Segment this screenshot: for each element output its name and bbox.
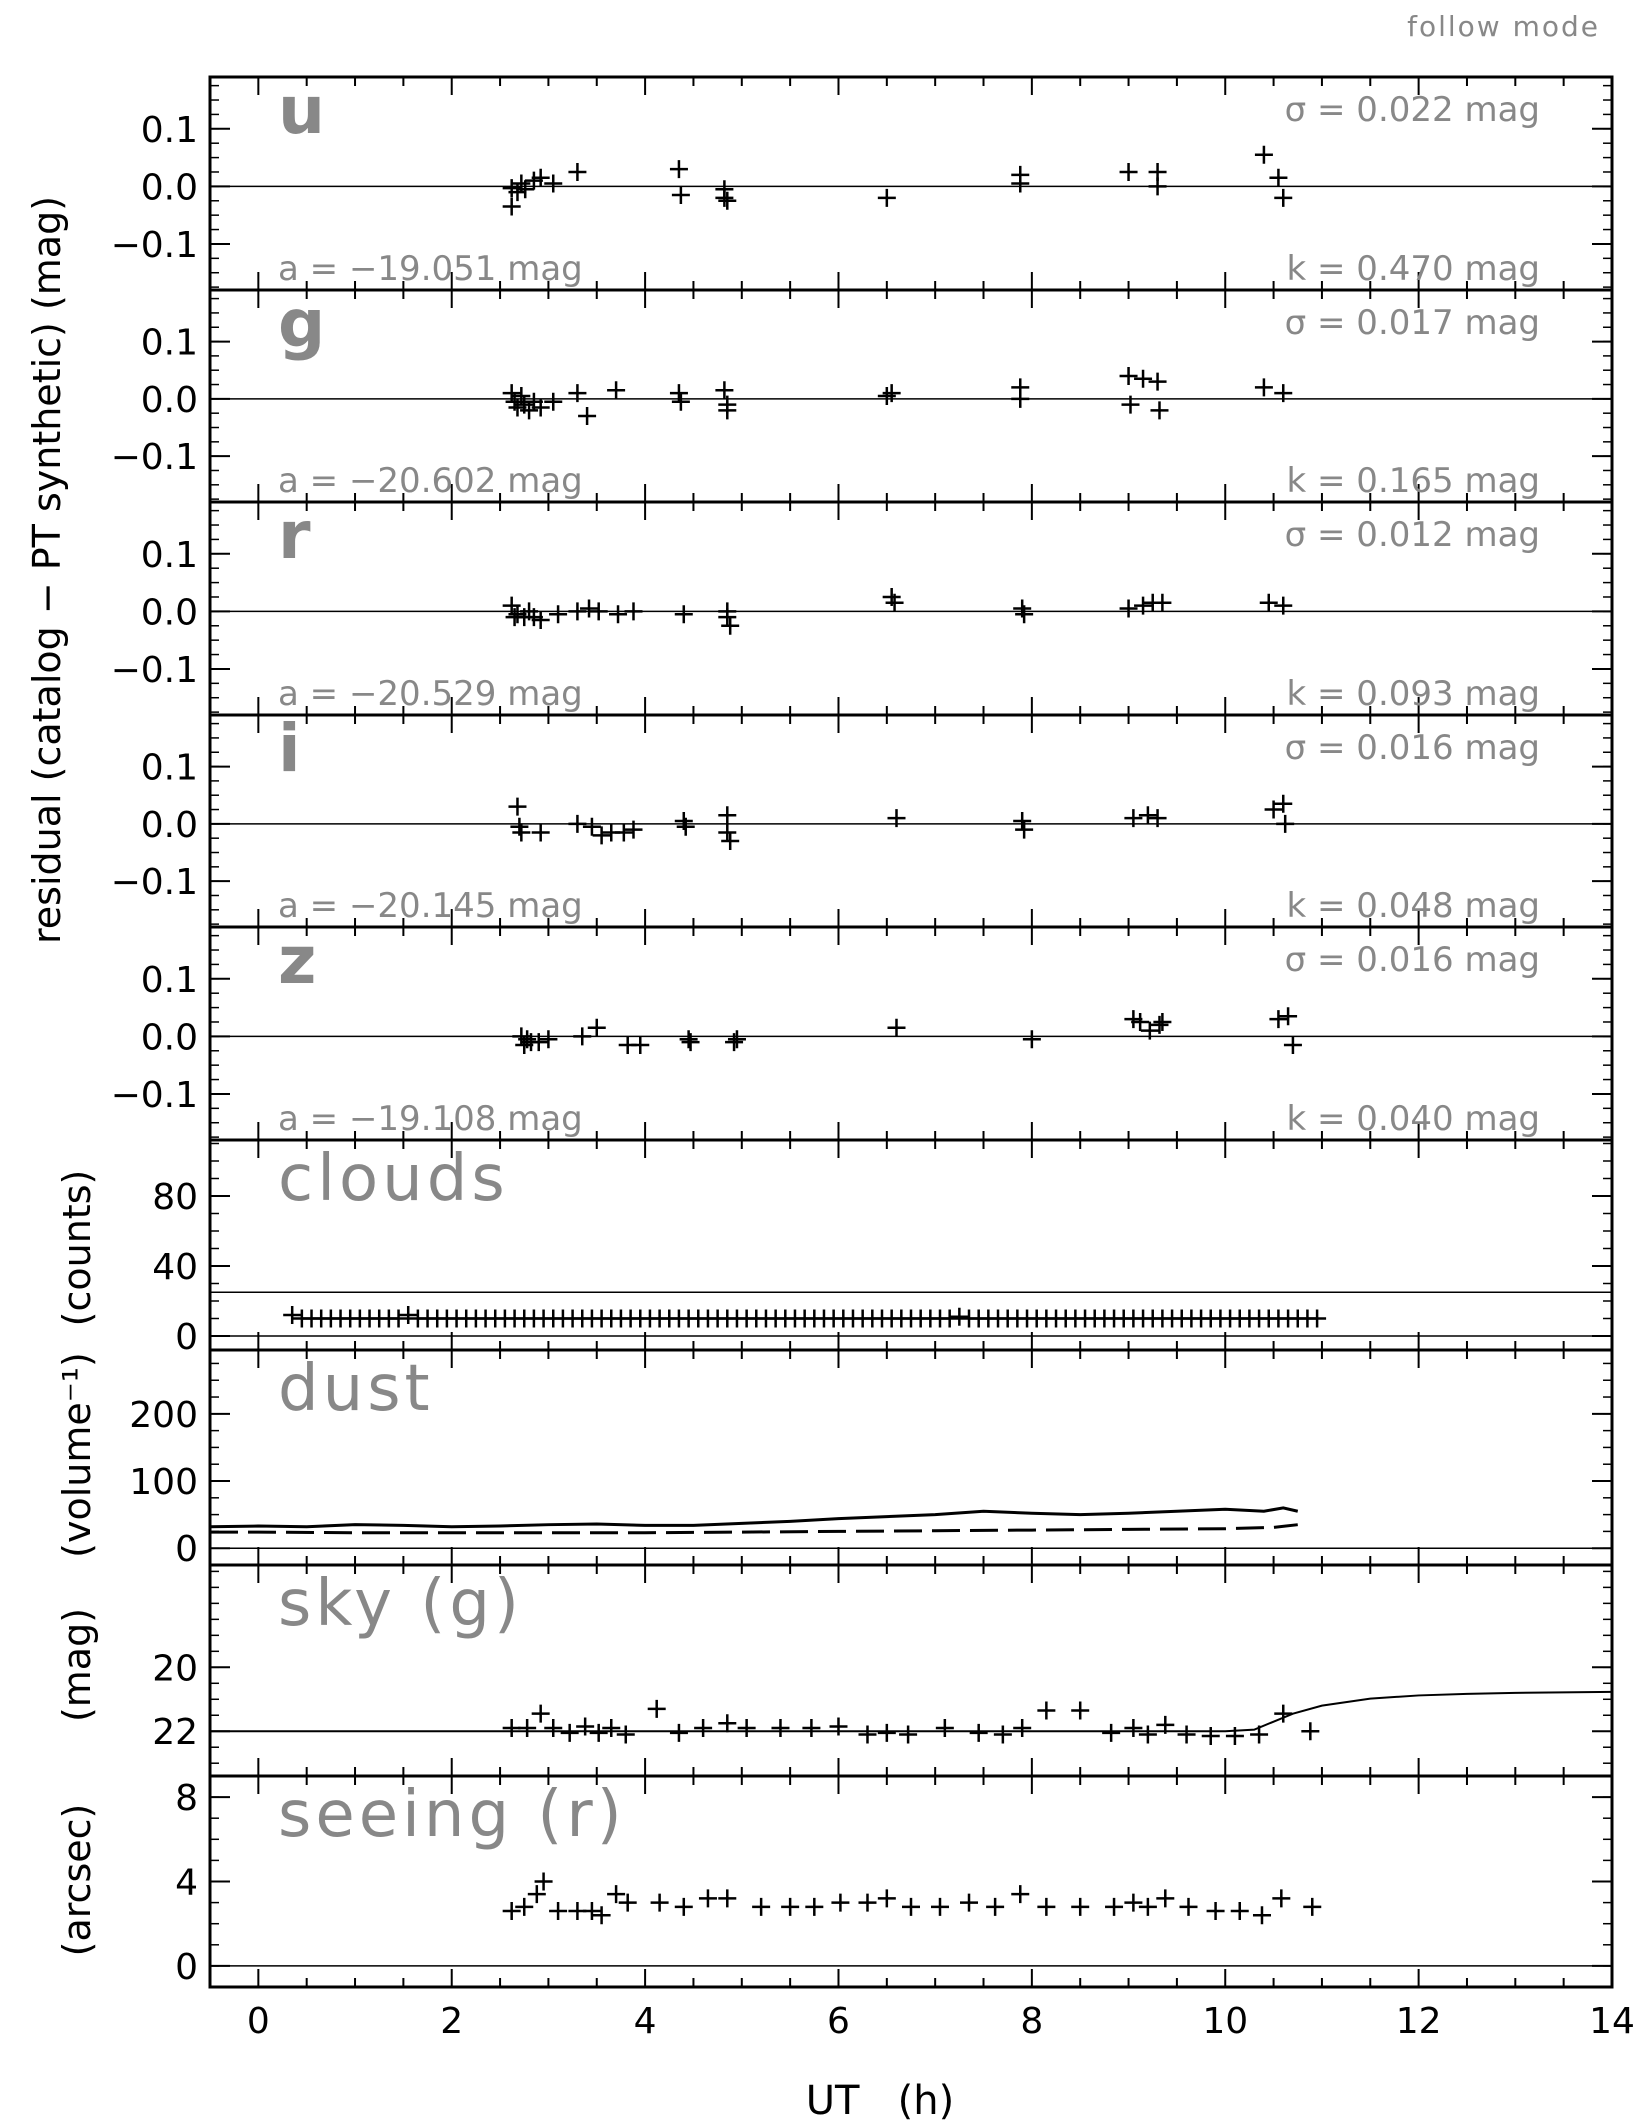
y-tick-label: 0.0 [140, 804, 198, 846]
data-point [573, 1027, 591, 1045]
data-point [899, 1725, 917, 1743]
panel-dust [129, 1350, 1612, 1570]
data-point [1134, 370, 1152, 388]
y-tick-label: −0.1 [110, 224, 198, 266]
data-point [887, 1019, 905, 1037]
data-point [1269, 169, 1287, 187]
data-point [544, 1719, 562, 1737]
y-tick-label: 0 [175, 1946, 198, 1988]
y-tick-label: 0 [175, 1529, 198, 1571]
data-point [1255, 146, 1273, 164]
data-point [718, 192, 736, 210]
y-tick-label: 80 [152, 1177, 198, 1218]
y-tick-label: 40 [152, 1247, 198, 1288]
data-point [771, 1719, 789, 1737]
data-point [1071, 1898, 1089, 1916]
data-point [715, 189, 733, 207]
data-point [805, 1898, 823, 1916]
data-point [532, 1705, 550, 1723]
y-tick-label: 100 [129, 1462, 198, 1504]
seeing-y-axis-label: (arcsec) [55, 1803, 99, 1957]
data-point [781, 1898, 799, 1916]
data-point [625, 602, 643, 620]
panel-i [111, 710, 1612, 927]
data-point [607, 381, 625, 399]
data-point [1139, 806, 1157, 824]
data-point [532, 823, 550, 841]
data-point [578, 407, 596, 425]
data-point [1308, 1310, 1326, 1328]
y-tick-label: 0 [175, 1317, 198, 1358]
data-point [1124, 1894, 1142, 1912]
data-point [1260, 594, 1278, 612]
data-point [583, 1902, 601, 1920]
data-point [878, 189, 896, 207]
data-point [718, 1714, 736, 1732]
panels-layer [111, 72, 1635, 2042]
data-point [1013, 812, 1031, 830]
x-tick-label: 4 [633, 2001, 657, 2042]
sigma-label: σ = 0.017 mag [1284, 303, 1540, 343]
data-point [607, 1885, 625, 1903]
data-point [580, 600, 598, 618]
data-point [508, 798, 526, 816]
x-tick-label: 12 [1395, 2001, 1442, 2042]
panel-seeing [175, 1776, 1612, 1988]
data-point [590, 602, 608, 620]
data-point [994, 1725, 1012, 1743]
data-point [718, 823, 736, 841]
data-point [1102, 1724, 1120, 1742]
panel-clouds [152, 1140, 1612, 1358]
data-point [1149, 177, 1167, 195]
data-point [583, 818, 601, 836]
y-tick-label: 20 [152, 1648, 198, 1690]
data-point [1149, 373, 1167, 391]
data-point [970, 1724, 988, 1742]
data-point [986, 1898, 1004, 1916]
data-point [1150, 401, 1168, 419]
data-point [561, 1724, 579, 1742]
data-point [802, 1719, 820, 1737]
y-tick-label: 0.1 [140, 747, 198, 789]
data-point [715, 381, 733, 399]
y-tick-label: 0.1 [140, 322, 198, 364]
y-tick-label: 0.0 [140, 167, 198, 209]
data-point [1274, 189, 1292, 207]
y-tick-label: 0.1 [140, 534, 198, 576]
data-point [503, 1719, 521, 1737]
sky-model-line [210, 1692, 1612, 1731]
data-point [1279, 1007, 1297, 1025]
data-point [941, 1310, 959, 1328]
y-tick-label: −0.1 [110, 437, 198, 479]
data-point [1284, 1036, 1302, 1054]
data-point [829, 1717, 847, 1735]
data-point [670, 160, 688, 178]
data-point [1011, 175, 1029, 193]
x-tick-label: 0 [246, 2001, 270, 2042]
data-point [1178, 1725, 1196, 1743]
data-point [718, 806, 736, 824]
data-point [609, 605, 627, 623]
data-point [878, 387, 896, 405]
data-point [1013, 1719, 1031, 1737]
data-point [1071, 1701, 1089, 1719]
data-point [1120, 163, 1138, 181]
data-point [1207, 1902, 1225, 1920]
data-point [1037, 1898, 1055, 1916]
y-tick-label: 200 [129, 1394, 198, 1436]
data-point [831, 1894, 849, 1912]
data-point [549, 1902, 567, 1920]
data-point [1231, 1902, 1249, 1920]
panel-band-label: z [278, 922, 317, 999]
residual-y-axis-label: residual (catalog − PT synthetic) (mag) [25, 195, 69, 945]
data-point [675, 605, 693, 623]
panel-band-label: dust [278, 1352, 434, 1426]
extinction-label: k = 0.048 mag [1286, 886, 1540, 926]
data-point [568, 815, 586, 833]
data-point [648, 1700, 666, 1718]
dust-y-axis-label: (volume⁻¹) [55, 1352, 99, 1558]
data-point [1179, 1898, 1197, 1916]
data-point [1250, 1725, 1268, 1743]
data-point [1011, 390, 1029, 408]
panel-u [111, 72, 1612, 290]
mode-label: follow mode [1407, 10, 1600, 43]
data-point [1011, 1885, 1029, 1903]
data-point [549, 605, 567, 623]
data-point [1023, 1030, 1041, 1048]
data-point [752, 1898, 770, 1916]
sigma-label: σ = 0.016 mag [1284, 728, 1540, 768]
y-tick-label: 8 [175, 1778, 198, 1820]
data-point [283, 1306, 301, 1324]
dust-solid-line [210, 1508, 1298, 1527]
sigma-label: σ = 0.016 mag [1284, 940, 1540, 980]
data-point [936, 1719, 954, 1737]
y-tick-label: 0.0 [140, 1017, 198, 1059]
data-point [931, 1898, 949, 1916]
data-point [728, 1030, 746, 1048]
data-point [593, 826, 611, 844]
data-point [950, 1308, 968, 1326]
panel-r [111, 497, 1612, 715]
y-tick-label: 4 [175, 1862, 198, 1904]
data-point [619, 1894, 637, 1912]
y-tick-label: −0.1 [110, 1074, 198, 1116]
x-axis-label: UT (h) [805, 2078, 955, 2124]
data-point [503, 1902, 521, 1920]
data-point [568, 163, 586, 181]
data-point [694, 1719, 712, 1737]
zero-point-label: a = −19.108 mag [278, 1099, 583, 1139]
data-point [1202, 1727, 1220, 1745]
data-point [515, 1898, 533, 1916]
panel-band-label: seeing (r) [278, 1778, 626, 1852]
x-tick-label: 2 [440, 2001, 464, 2042]
panel-band-label: g [278, 285, 326, 362]
data-point [631, 1036, 649, 1054]
sigma-label: σ = 0.022 mag [1284, 90, 1540, 130]
x-tick-label: 6 [827, 2001, 850, 2042]
data-point [1139, 1898, 1157, 1916]
y-tick-label: 0.0 [140, 592, 198, 634]
data-point [718, 1889, 736, 1907]
panel-z [111, 922, 1612, 1140]
data-point [738, 1719, 756, 1737]
data-point [721, 832, 739, 850]
y-tick-label: 0.0 [140, 379, 198, 421]
data-point [568, 602, 586, 620]
data-point [1269, 1010, 1287, 1028]
clouds-y-axis-label: (counts) [55, 1169, 99, 1327]
data-point [960, 1894, 978, 1912]
x-tick-label: 10 [1202, 2001, 1249, 2042]
data-point [721, 617, 739, 635]
extinction-label: k = 0.040 mag [1286, 1099, 1540, 1139]
data-point [399, 1306, 417, 1324]
zero-point-label: a = −20.145 mag [278, 886, 583, 926]
y-tick-label: −0.1 [110, 862, 198, 904]
data-point [878, 1724, 896, 1742]
data-point [1255, 378, 1273, 396]
extinction-label: k = 0.165 mag [1286, 461, 1540, 501]
data-point [672, 186, 690, 204]
data-point [518, 1719, 536, 1737]
y-tick-label: 0.1 [140, 959, 198, 1001]
data-point [1120, 367, 1138, 385]
data-point [670, 1724, 688, 1742]
extinction-label: k = 0.470 mag [1286, 249, 1540, 289]
data-point [588, 1019, 606, 1037]
panel-band-label: r [278, 497, 311, 574]
zero-point-label: a = −19.051 mag [278, 249, 583, 289]
y-tick-label: 22 [152, 1712, 198, 1754]
data-point [1120, 600, 1138, 618]
sigma-label: σ = 0.012 mag [1284, 515, 1540, 555]
panel-band-label: i [278, 710, 301, 787]
panel-band-label: u [278, 72, 325, 149]
data-point [1276, 815, 1294, 833]
x-tick-label: 8 [1020, 2001, 1044, 2042]
y-tick-label: −0.1 [110, 649, 198, 691]
data-point [1105, 1898, 1123, 1916]
data-point [858, 1725, 876, 1743]
data-point [1272, 1889, 1290, 1907]
y-tick-label: 0.1 [140, 109, 198, 151]
data-point [539, 1030, 557, 1048]
data-point [680, 1030, 698, 1048]
data-point [878, 1889, 896, 1907]
data-point [593, 1906, 611, 1924]
extinction-label: k = 0.093 mag [1286, 674, 1540, 714]
panel-sky [152, 1565, 1612, 1776]
data-point [858, 1894, 876, 1912]
data-point [1037, 1701, 1055, 1719]
panel-g [111, 285, 1612, 502]
x-tick-label: 14 [1589, 2001, 1635, 2042]
data-point [672, 393, 690, 411]
panel-band-label: clouds [278, 1142, 509, 1216]
data-point [1303, 1898, 1321, 1916]
data-point [651, 1894, 669, 1912]
data-point [390, 1310, 408, 1328]
panel-band-label: sky (g) [278, 1567, 523, 1641]
data-point [699, 1889, 717, 1907]
data-point [1301, 1722, 1319, 1740]
data-point [902, 1898, 920, 1916]
data-point [1153, 594, 1171, 612]
data-point [675, 1898, 693, 1916]
zero-point-label: a = −20.529 mag [278, 674, 583, 714]
data-point [1153, 1013, 1171, 1031]
zero-point-label: a = −20.602 mag [278, 461, 583, 501]
data-point [1253, 1906, 1271, 1924]
data-point [1156, 1889, 1174, 1907]
sky-y-axis-label: (mag) [55, 1607, 99, 1723]
data-point [615, 823, 633, 841]
